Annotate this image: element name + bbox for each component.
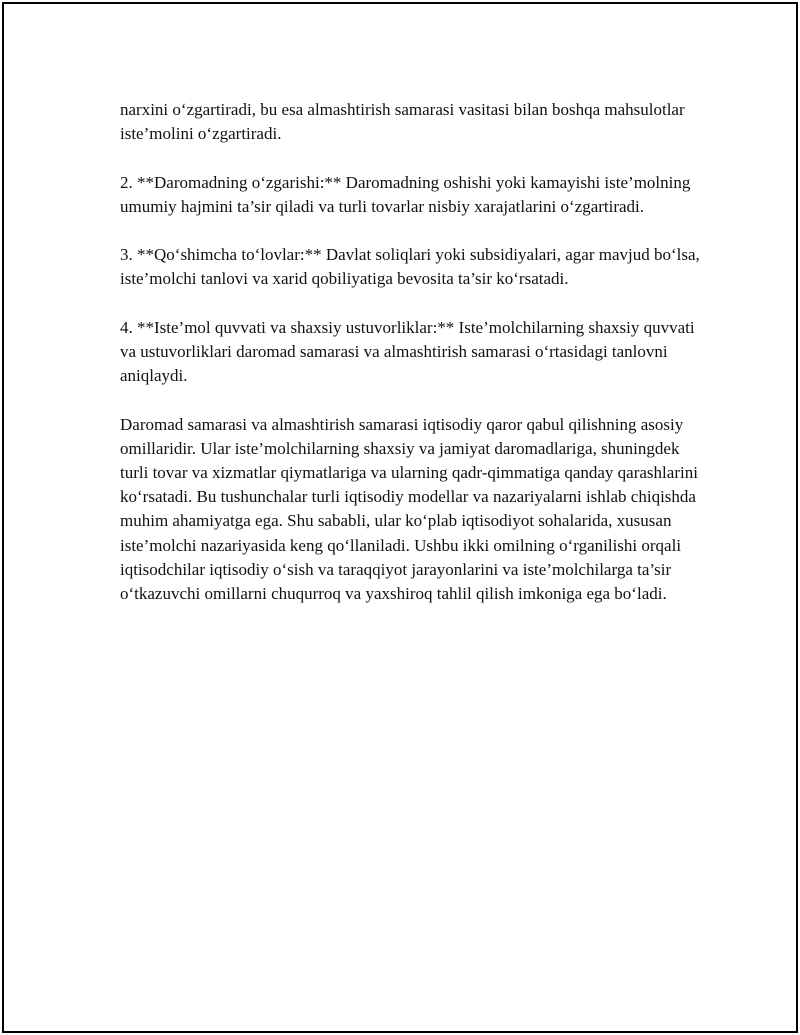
document-page — [2, 2, 798, 1033]
paragraph-continuation: narxini o‘zgartiradi, bu esa almashtirish samarasi vasitasi bilan boshqa mahsulotlar iste’molini o‘zgartiradi. — [120, 100, 685, 144]
document-body — [120, 98, 710, 630]
list-item-additional-payments: 3. **Qo‘shimcha to‘lovlar:** Davlat soliqlari yoki subsidiyalari, agar mavjud bo‘lsa, iste’molchi tanlovi va xarid qobiliyatiga bevosita ta’sir ko‘rsatadi. — [120, 245, 700, 289]
list-item-consumption-capacity: 4. **Iste’mol quvvati va shaxsiy ustuvorliklar:** Iste’molchilarning shaxsiy quvvati va ustuvorliklari daromad samarasi va almashtirish samarasi o‘rtasidagi tanlovni aniqlaydi. — [120, 317, 695, 386]
paragraph-conclusion: Daromad samarasi va almashtirish samarasi iqtisodiy qaror qabul qilishning asosiy omillaridir. Ular iste’molchilarning shaxsiy va jamiyat daromadlariga, shuningdek turli tovar va xizmatlar qiymatlariga va ularning qadr-qimmatiga qanday qarashlarini ko‘rsatadi. Bu tushunchalar turli iqtisodiy modellar va nazariyalarni ishlab chiqishda muhim ahamiyatga ega. Shu sababli, ular ko‘plab iqtisodiyot sohalarida, xususan iste’molchi nazariyasida keng qo‘llaniladi. Ushbu ikki omilning o‘rganilishi orqali iqtisodchilar iqtisodiy o‘sish va taraqqiyot jarayonlarini va iste’molchilarga ta’sir o‘tkazuvchi omillarni chuqurroq va yaxshiroq tahlil qilish imkoniga ega bo‘ladi. — [120, 414, 698, 603]
list-item-income-change: 2. **Daromadning o‘zgarishi:** Daromadning oshishi yoki kamayishi iste’molning umumiy hajmini ta’sir qiladi va turli tovarlar nisbiy xarajatlarini o‘zgartiradi. — [120, 172, 691, 216]
